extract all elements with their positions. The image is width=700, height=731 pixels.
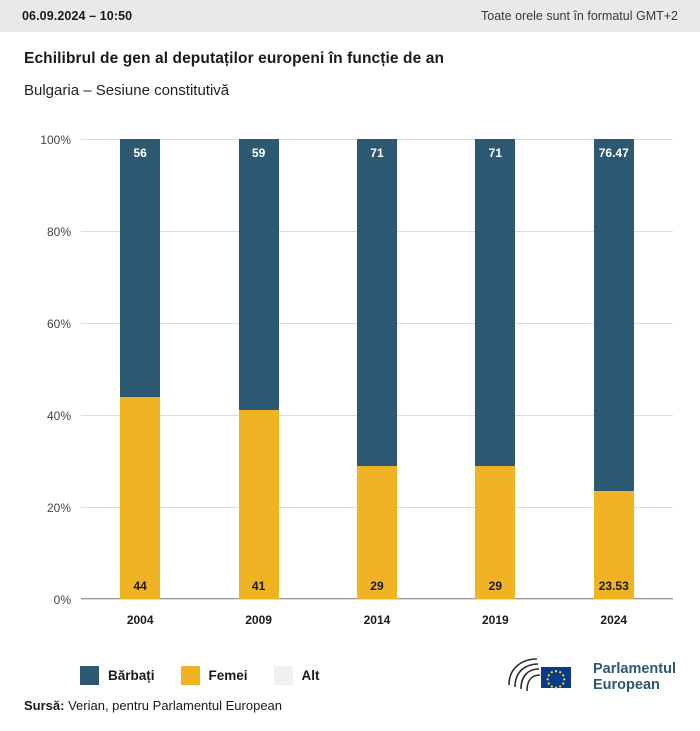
x-axis-labels	[81, 613, 673, 627]
page-subtitle: Bulgaria – Sesiune constitutivă	[24, 82, 230, 99]
x-axis-tick-label: 2009	[245, 613, 272, 627]
bar-segment[interactable]	[475, 139, 515, 466]
bar-segment[interactable]	[357, 139, 397, 466]
bar-group	[81, 139, 673, 599]
bar-segment[interactable]	[239, 410, 279, 599]
bar-segment[interactable]	[239, 139, 279, 410]
legend-swatch-icon	[181, 666, 200, 685]
bar-value-label: 44	[133, 579, 147, 593]
page-title: Echilibrul de gen al deputaților europeni în funcție de an	[24, 50, 445, 67]
logo-line-1: Parlamentul	[593, 660, 676, 677]
bar-segment[interactable]	[120, 397, 160, 599]
legend-label: Bărbați	[108, 668, 155, 683]
bar-value-label: 56	[133, 146, 147, 161]
y-axis-tick-label: 40%	[46, 409, 71, 423]
bar-value-label: 41	[251, 579, 266, 593]
chart-plot-area	[24, 125, 676, 627]
source-note	[24, 698, 282, 713]
bar-value-label: 29	[488, 579, 503, 593]
x-axis-tick-label: 2004	[126, 613, 154, 627]
y-axis-tick-label: 0%	[53, 593, 71, 607]
bar-segment[interactable]	[594, 139, 634, 491]
bar-value-label: 71	[370, 146, 384, 161]
bar-value-label: 71	[488, 146, 503, 161]
source-text: Verian, pentru Parlamentul European	[68, 698, 283, 713]
bar-value-label: 29	[370, 579, 384, 593]
top-bar	[0, 0, 700, 32]
x-axis-tick-label: 2019	[482, 613, 509, 627]
y-axis-tick-label: 80%	[46, 225, 71, 239]
timestamp-label: 06.09.2024 – 10:50	[22, 9, 133, 23]
logo-line-2: European	[593, 677, 660, 693]
bar-value-label: 59	[251, 146, 266, 161]
legend-swatch-icon	[274, 666, 293, 685]
parliament-logo	[507, 655, 676, 699]
x-axis-tick-label: 2024	[600, 613, 628, 627]
stacked-bar[interactable]	[475, 139, 515, 599]
y-gridline	[53, 593, 673, 607]
bar-value-label: 76.47	[598, 146, 629, 161]
legend-label: Femei	[208, 668, 248, 683]
bar-segment[interactable]	[357, 466, 397, 599]
bar-value-label: 23.53	[598, 579, 629, 593]
y-axis-tick-label: 100%	[40, 133, 71, 147]
y-axis-tick-label: 60%	[46, 317, 71, 331]
stacked-bar[interactable]	[594, 139, 634, 599]
y-axis-tick-label: 20%	[46, 501, 71, 515]
parliament-logo-text	[593, 661, 676, 693]
bar-segment[interactable]	[120, 139, 160, 397]
chart-legend	[80, 666, 320, 685]
legend-item[interactable]	[80, 666, 155, 685]
legend-label: Alt	[301, 668, 320, 683]
stacked-bar[interactable]	[120, 139, 160, 599]
bar-segment[interactable]	[475, 466, 515, 599]
legend-item[interactable]	[181, 666, 248, 685]
chart-header	[0, 32, 700, 99]
timezone-note: Toate orele sunt în formatul GMT+2	[481, 9, 678, 23]
source-prefix: Sursă:	[24, 698, 65, 713]
bar-segment[interactable]	[594, 491, 634, 599]
parliament-logo-icon	[507, 655, 581, 699]
stacked-bar[interactable]	[357, 139, 397, 599]
legend-swatch-icon	[80, 666, 99, 685]
stacked-bar[interactable]	[239, 139, 279, 599]
x-axis-tick-label: 2014	[363, 613, 391, 627]
legend-item[interactable]	[274, 666, 320, 685]
plot-canvas	[40, 133, 673, 607]
